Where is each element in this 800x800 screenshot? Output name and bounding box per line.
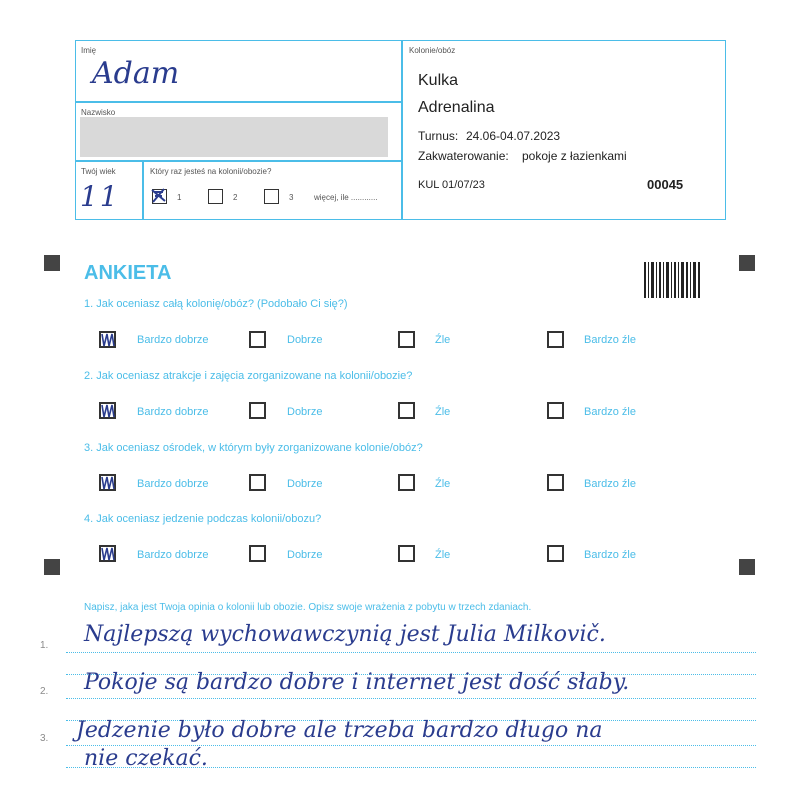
name-label: Imię	[81, 46, 97, 55]
q1-label-bardzo-dobrze: Bardzo dobrze	[137, 334, 209, 346]
q4-label-bardzo-dobrze: Bardzo dobrze	[137, 549, 209, 561]
check-mark-icon	[99, 545, 116, 562]
question-4: 4. Jak oceniasz jedzenie podczas kolonii/obozu?	[84, 513, 322, 525]
turnus-label: Turnus:	[418, 129, 459, 143]
times-checkbox-2[interactable]	[208, 189, 223, 204]
q4-checkbox-bardzo-dobrze[interactable]	[99, 545, 116, 562]
q3-label-zle: Źle	[435, 478, 451, 490]
q2-label-bardzo-zle: Bardzo źle	[584, 406, 636, 418]
camp-number: 00045	[647, 177, 684, 192]
surname-redaction	[80, 117, 388, 157]
q1-checkbox-zle[interactable]	[398, 331, 415, 348]
question-3: 3. Jak oceniasz ośrodek, w którym były zorganizowane kolonie/obóz?	[84, 442, 423, 454]
q3-checkbox-zle[interactable]	[398, 474, 415, 491]
times-more: więcej, ile ............	[314, 193, 378, 202]
answer-2[interactable]: Pokoje są bardzo dobre i internet jest dość słaby.	[84, 670, 630, 695]
line-number-3: 3.	[40, 733, 49, 744]
answer-3-continued[interactable]: nie czekać.	[84, 746, 208, 771]
times-option-2: 2	[233, 193, 238, 202]
barcode-icon	[644, 262, 700, 298]
q1-label-dobrze: Dobrze	[287, 334, 323, 346]
q4-checkbox-dobrze[interactable]	[249, 545, 266, 562]
q4-checkbox-bardzo-zle[interactable]	[547, 545, 564, 562]
q3-label-dobrze: Dobrze	[287, 478, 323, 490]
answer-line-1	[66, 652, 756, 653]
q2-checkbox-bardzo-dobrze[interactable]	[99, 402, 116, 419]
q2-checkbox-dobrze[interactable]	[249, 402, 266, 419]
header-divider-vertical	[401, 40, 403, 220]
age-value[interactable]: 11	[80, 180, 120, 213]
q1-label-zle: Źle	[435, 334, 451, 346]
age-label: Twój wiek	[81, 167, 116, 176]
check-mark-icon	[99, 331, 116, 348]
q4-checkbox-zle[interactable]	[398, 545, 415, 562]
q2-checkbox-zle[interactable]	[398, 402, 415, 419]
camp-code: KUL 01/07/23	[418, 179, 485, 191]
camp-line1: Kulka	[418, 72, 459, 89]
zakwaterowanie-label: Zakwaterowanie:	[418, 149, 509, 163]
times-checkbox-3[interactable]	[264, 189, 279, 204]
survey-title: ANKIETA	[84, 262, 172, 284]
zakwaterowanie-value: pokoje z łazienkami	[522, 149, 627, 163]
q2-checkbox-bardzo-zle[interactable]	[547, 402, 564, 419]
registration-marker-top-left	[44, 255, 60, 271]
registration-marker-bottom-right	[739, 559, 755, 575]
q4-label-zle: Źle	[435, 549, 451, 561]
q4-label-dobrze: Dobrze	[287, 549, 323, 561]
check-mark-icon	[151, 188, 166, 203]
times-label: Który raz jesteś na kolonii/obozie?	[150, 167, 272, 176]
q1-checkbox-bardzo-dobrze[interactable]	[99, 331, 116, 348]
q2-label-bardzo-dobrze: Bardzo dobrze	[137, 406, 209, 418]
q3-label-bardzo-zle: Bardzo źle	[584, 478, 636, 490]
q4-label-bardzo-zle: Bardzo źle	[584, 549, 636, 561]
q3-checkbox-bardzo-dobrze[interactable]	[99, 474, 116, 491]
line-number-1: 1.	[40, 640, 49, 651]
registration-marker-top-right	[739, 255, 755, 271]
answer-3[interactable]: Jedzenie było dobre ale trzeba bardzo długo na	[76, 718, 603, 743]
answer-line-2	[66, 698, 756, 699]
times-option-1: 1	[177, 193, 182, 202]
camp-label: Kolonie/obóz	[409, 46, 456, 55]
times-option-3: 3	[289, 193, 294, 202]
question-1: 1. Jak oceniasz całą kolonię/obóz? (Podobało Ci się?)	[84, 298, 348, 310]
check-mark-icon	[99, 402, 116, 419]
q2-label-dobrze: Dobrze	[287, 406, 323, 418]
header-divider-1	[75, 101, 402, 103]
q1-label-bardzo-zle: Bardzo źle	[584, 334, 636, 346]
q3-label-bardzo-dobrze: Bardzo dobrze	[137, 478, 209, 490]
camp-line2: Adrenalina	[418, 99, 495, 116]
header-divider-3	[142, 160, 144, 220]
q2-label-zle: Źle	[435, 406, 451, 418]
name-value[interactable]: Adam	[92, 56, 180, 91]
answer-1[interactable]: Najlepszą wychowawczynią jest Julia Milkovič.	[84, 622, 606, 647]
q3-checkbox-dobrze[interactable]	[249, 474, 266, 491]
times-checkbox-1[interactable]	[152, 189, 167, 204]
check-mark-icon	[99, 474, 116, 491]
line-number-2: 2.	[40, 686, 49, 697]
registration-marker-bottom-left	[44, 559, 60, 575]
opinion-prompt: Napisz, jaka jest Twoja opinia o kolonii lub obozie. Opisz swoje wrażenia z pobytu w trzech zdaniach.	[84, 602, 532, 613]
surname-label: Nazwisko	[81, 108, 116, 117]
q3-checkbox-bardzo-zle[interactable]	[547, 474, 564, 491]
question-2: 2. Jak oceniasz atrakcje i zajęcia zorganizowane na kolonii/obozie?	[84, 370, 413, 382]
turnus-value: 24.06-04.07.2023	[466, 129, 561, 143]
q1-checkbox-bardzo-zle[interactable]	[547, 331, 564, 348]
q1-checkbox-dobrze[interactable]	[249, 331, 266, 348]
header-divider-2	[75, 160, 402, 162]
